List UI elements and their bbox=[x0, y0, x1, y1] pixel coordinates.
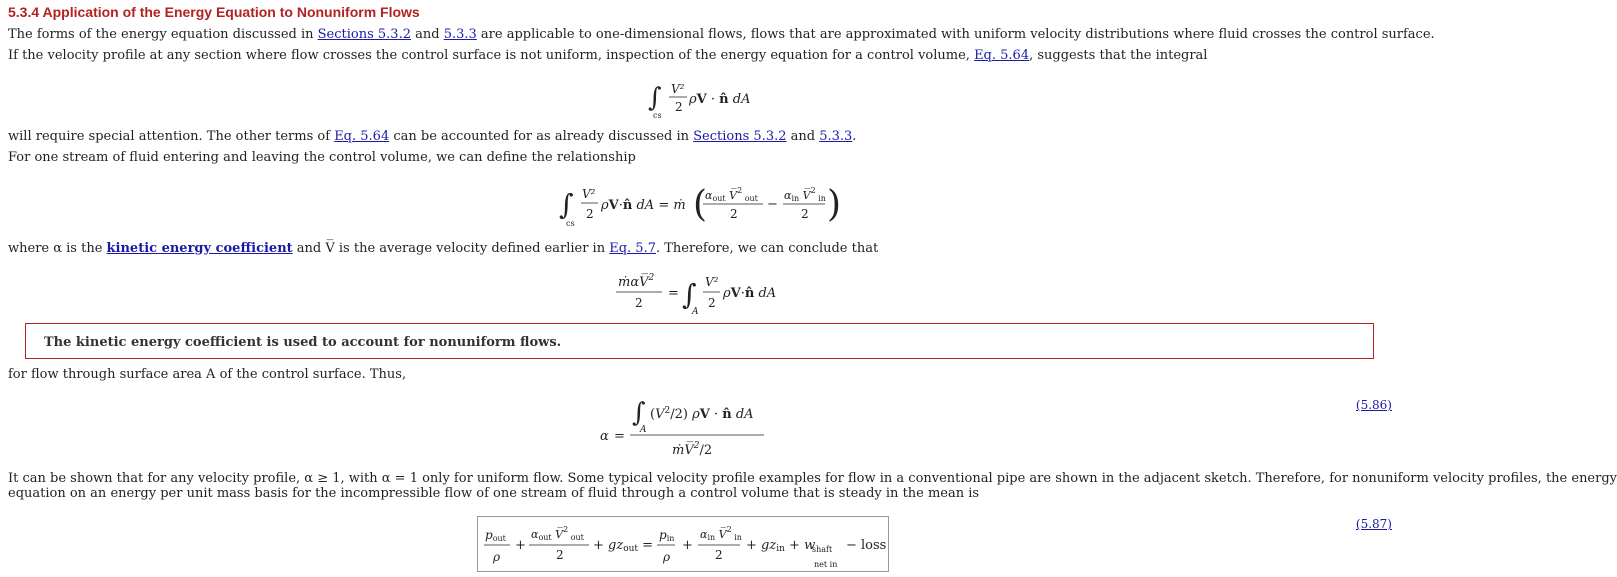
svg-text:+ gzin + w: + gzin + w bbox=[746, 538, 816, 554]
link-section-5-3-3[interactable]: 5.3.3 bbox=[443, 27, 477, 42]
svg-text:ρV · n̂ dA: ρV · n̂ dA bbox=[689, 92, 751, 107]
text: are applicable to one-dimensional flows, flows that are approximated with uniform velocity distributions where fluid crosses the control surface. bbox=[476, 27, 1435, 42]
text: and bbox=[410, 27, 444, 42]
svg-text:2: 2 bbox=[801, 207, 809, 221]
svg-text:∫: ∫ bbox=[682, 278, 697, 311]
svg-text:∫: ∫ bbox=[559, 188, 574, 221]
equation-5-87 bbox=[478, 517, 888, 571]
svg-text:shaft: shaft bbox=[812, 545, 833, 554]
paragraph-kinetic-energy bbox=[8, 241, 878, 256]
paragraph-surface-area: for flow through surface area A of the control surface. Thus, bbox=[8, 367, 407, 382]
svg-text:αout V̅2 out: αout V̅$^2$ $_{out}$ bbox=[531, 525, 584, 542]
svg-text:cs: cs bbox=[653, 111, 662, 120]
svg-text:pin: pin bbox=[659, 528, 675, 543]
svg-text:− loss: − loss bbox=[846, 538, 887, 553]
svg-text:+: + bbox=[515, 538, 526, 553]
text: and bbox=[786, 129, 820, 144]
svg-text:): ) bbox=[827, 184, 842, 225]
paragraph-intro bbox=[8, 27, 1435, 42]
equation-5-87-box bbox=[477, 516, 889, 572]
svg-text:2: 2 bbox=[635, 296, 643, 310]
svg-text:net in: net in bbox=[814, 560, 838, 569]
svg-text:ρ: ρ bbox=[493, 550, 501, 564]
svg-text:(V2/2) ρV · n̂ dA: $(V^2/2) \rho V$ · n̂ dA bbox=[650, 406, 754, 422]
svg-text:ṁαV̅2: ṁαV̅$^2$ bbox=[618, 273, 655, 290]
text: The forms of the energy equation discussed in bbox=[8, 27, 318, 42]
svg-text:2: 2 bbox=[556, 548, 564, 562]
svg-text:ρV·n̂ dA: ρV·n̂ dA bbox=[723, 286, 777, 301]
svg-text:∫: ∫ bbox=[648, 83, 662, 113]
svg-text:+: + bbox=[682, 538, 693, 553]
link-sections-5-3-2[interactable]: Sections 5.3.2 bbox=[317, 27, 411, 42]
text-line: equation on an energy per unit mass basis for the incompressible flow of one stream of fluid through a control volume that is steady in the mean is bbox=[8, 486, 980, 501]
text: where α is the bbox=[8, 241, 107, 256]
equation-integral bbox=[640, 76, 770, 120]
text: . bbox=[852, 129, 857, 144]
svg-text:αin V̅2 in: αin V̅$^2$ $_{in}$ bbox=[784, 186, 826, 203]
equation-5-86 bbox=[598, 394, 773, 460]
link-section-5-3-3[interactable]: 5.3.3 bbox=[819, 129, 853, 144]
svg-text:V²: V² bbox=[705, 275, 719, 289]
svg-text:=: = bbox=[668, 286, 679, 301]
link-sections-5-3-2[interactable]: Sections 5.3.2 bbox=[693, 129, 787, 144]
svg-text:+ gzout =: + gzout = bbox=[593, 538, 654, 554]
link-eq-5-64[interactable]: Eq. 5.64 bbox=[974, 48, 1030, 63]
equation-relationship bbox=[555, 176, 845, 230]
paragraph-one-stream: For one stream of fluid entering and leaving the control volume, we can define the relationship bbox=[8, 150, 636, 165]
paragraph-velocity-profile-alpha bbox=[8, 471, 1617, 501]
svg-text:2: 2 bbox=[715, 548, 723, 562]
section-heading: 5.3.4 Application of the Energy Equation to Nonuniform Flows bbox=[8, 4, 420, 20]
paragraph-velocity-profile bbox=[8, 48, 1207, 63]
svg-text:A: A bbox=[692, 307, 699, 317]
callout-box bbox=[25, 323, 1374, 359]
svg-text:∫: ∫ bbox=[632, 398, 646, 428]
svg-text:ṁV̅2/2: ṁV̅$^2$/2 bbox=[672, 441, 713, 458]
link-eq-5-64[interactable]: Eq. 5.64 bbox=[334, 129, 390, 144]
text: will require special attention. The other terms of bbox=[8, 129, 335, 144]
link-kinetic-energy-coefficient[interactable]: kinetic energy coefficient bbox=[106, 241, 293, 256]
equation-conclusion bbox=[612, 266, 802, 316]
svg-text:ρ: ρ bbox=[663, 550, 671, 564]
svg-text:(: ( bbox=[693, 184, 708, 225]
equation-number-5-87[interactable]: (5.87) bbox=[1355, 517, 1392, 531]
svg-text:αout V̅2 out: αout V̅$^2$ $_{out}$ bbox=[705, 186, 758, 203]
link-eq-5-7[interactable]: Eq. 5.7 bbox=[609, 241, 656, 256]
svg-text:V²: V² bbox=[582, 187, 596, 201]
svg-text:2: 2 bbox=[586, 207, 594, 221]
svg-text:V²: V² bbox=[671, 82, 685, 96]
equation-number-5-86[interactable]: (5.86) bbox=[1355, 398, 1392, 412]
svg-text:−: − bbox=[767, 197, 778, 212]
svg-text:pout: pout bbox=[485, 528, 506, 543]
paragraph-special-attention bbox=[8, 129, 856, 144]
text: If the velocity profile at any section where flow crosses the control surface is not uniform, inspection of the energy equation for a control volume, bbox=[8, 48, 975, 63]
text: , suggests that the integral bbox=[1029, 48, 1208, 63]
text-line: It can be shown that for any velocity profile, α ≥ 1, with α = 1 only for uniform flow. Some typical velocity profile examples for flow in a conventional pipe are shown in the adjacent sketch. Therefore, for nonuniform velocity profiles, the energy bbox=[8, 471, 1617, 486]
svg-text:2: 2 bbox=[730, 207, 738, 221]
text: and V̅ is the average velocity defined earlier in bbox=[292, 241, 610, 256]
svg-text:A: A bbox=[640, 425, 647, 435]
svg-text:cs: cs bbox=[566, 219, 575, 228]
svg-text:α: α bbox=[600, 429, 609, 444]
svg-text:2: 2 bbox=[708, 296, 716, 310]
text: . Therefore, we can conclude that bbox=[655, 241, 879, 256]
svg-text:=: = bbox=[614, 429, 625, 444]
svg-text:2: 2 bbox=[675, 100, 683, 114]
callout-text: The kinetic energy coefficient is used to account for nonuniform flows. bbox=[44, 335, 562, 350]
svg-text:αin V̅2 in: αin V̅$^2$ $_{in}$ bbox=[700, 525, 742, 542]
svg-text:ρV·n̂ dA = ṁ: ρV·n̂ dA = ṁ bbox=[601, 198, 686, 213]
text: can be accounted for as already discussed in bbox=[389, 129, 694, 144]
